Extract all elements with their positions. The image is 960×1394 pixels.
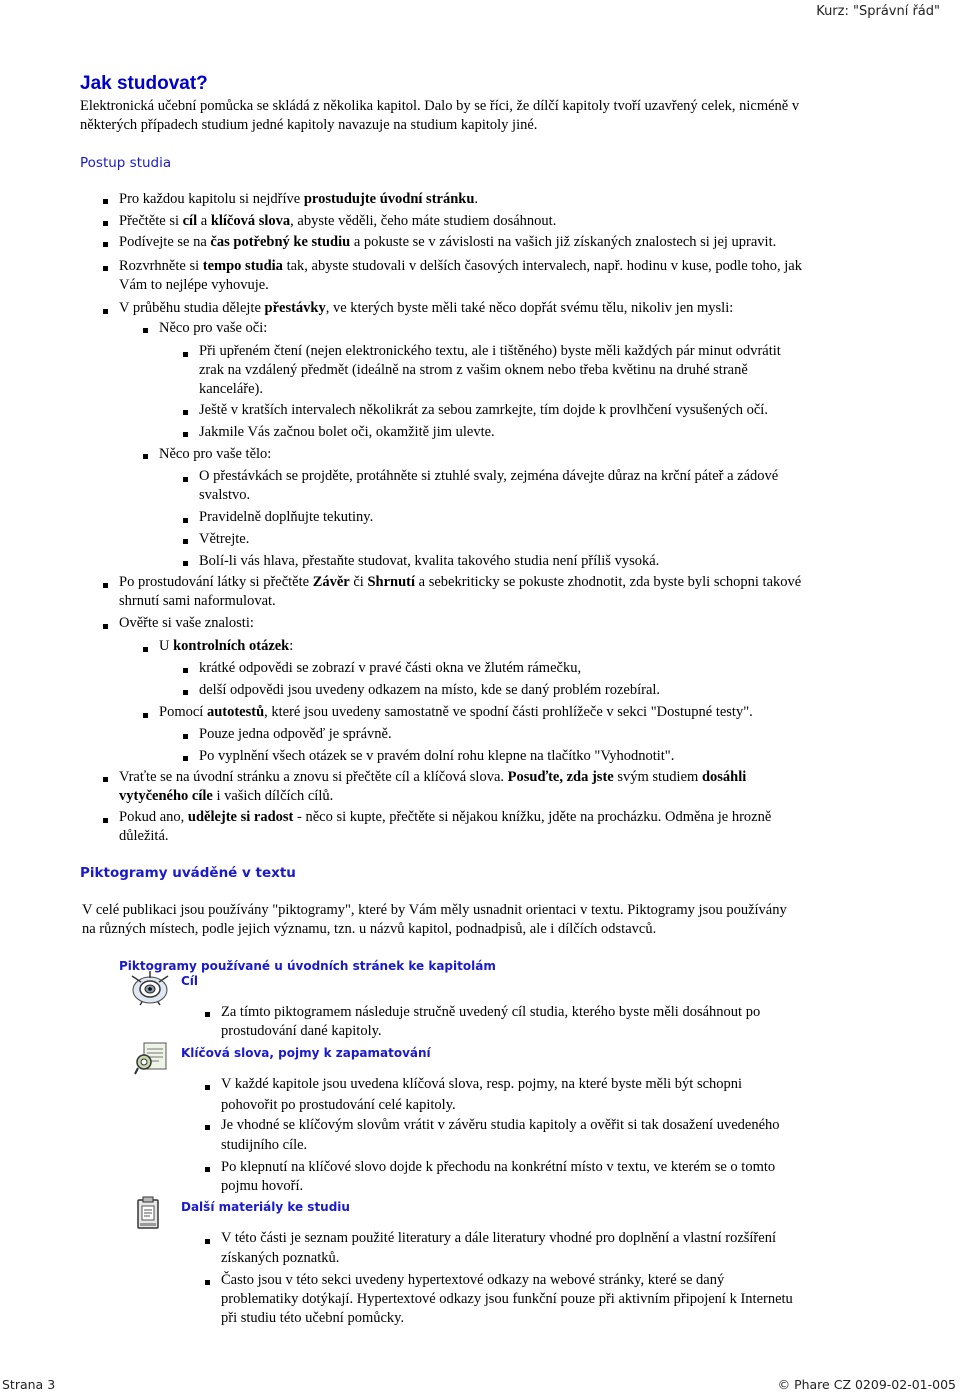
check-item-1: krátké odpovědi se zobrazí v pravé části okna ve žlutém rámečku, — [199, 660, 582, 676]
body-item-1-line-1: O přestávkách se projděte, protáhněte si ztuhlé svaly, zejména dávejte důraz na krční páteř a zádové — [199, 468, 779, 484]
eyes-item-2: Ještě v kratších intervalech několikrát za sebou zamrkejte, tím dojde k provlhčení vysušených očí. — [199, 402, 768, 418]
dalsi-item-1-line-2: získaných poznatků. — [221, 1250, 340, 1266]
target-icon — [128, 970, 172, 1006]
bullet — [103, 266, 108, 271]
eyes-item-1-line-1: Při upřeném čtení (nejen elektronického textu, ale i tištěného) byste měli každých pár minut odvrátit — [199, 343, 781, 359]
klic-item-3-line-1: Po klepnutí na klíčové slovo dojde k přechodu na konkrétní místo v textu, ve kterém se o tomto — [221, 1159, 776, 1175]
bullet — [183, 539, 188, 544]
bullet — [103, 221, 108, 226]
bullet — [143, 713, 148, 718]
klic-item-3-line-2: pojmu hovoří. — [221, 1178, 304, 1194]
list-item: Rozvrhněte si tempo studia tak, abyste studovali v delších časových intervalech, např. hodinu v kuse, podle toho, jak — [119, 258, 802, 274]
list-item-cont: důležitá. — [119, 828, 169, 844]
dalsi-title: Další materiály ke studiu — [181, 1200, 350, 1214]
body-item-4: Bolí-li vás hlava, přestaňte studovat, kvalita takového studia není příliš vysoká. — [199, 553, 660, 569]
dalsi-item-2-line-2: problematiky dotýkají. Hypertextové odkazy jsou funkční pouze při aktivním připojení k Internetu — [221, 1291, 793, 1307]
bullet — [103, 199, 108, 204]
bullet — [103, 624, 108, 629]
list-item: Vraťte se na úvodní stránku a znovu si přečtěte cíl a klíčová slova. Posuďte, zda jste svým studiem dosáhli — [119, 769, 747, 785]
section-heading-pikto: Piktogramy uváděné v textu — [80, 865, 296, 881]
eyes-item-1-line-3: kanceláře). — [199, 381, 263, 397]
cil-title: Cíl — [181, 974, 199, 988]
cil-item-line-2: prostudování dané kapitoly. — [221, 1023, 382, 1039]
bullet — [183, 756, 188, 761]
intro-line-1: Elektronická učební pomůcka se skládá z několika kapitol. Dalo by se říci, že dílčí kapitoly tvoří uzavřený celek, nicméně v — [80, 98, 800, 114]
sub-item-body: Něco pro vaše tělo: — [159, 446, 272, 462]
materials-icon — [134, 1196, 162, 1232]
bullet — [205, 1280, 210, 1285]
bullet — [103, 583, 108, 588]
bullet — [205, 1012, 210, 1017]
body-item-2: Pravidelně doplňujte tekutiny. — [199, 509, 374, 525]
autotest-item-1: Pouze jedna odpověď je správně. — [199, 726, 392, 742]
klic-item-2-line-1: Je vhodné se klíčovým slovům vrátit v závěru studia kapitoly a ověřit si tak dosažení uvedeného — [221, 1117, 780, 1133]
klic-title: Klíčová slova, pojmy k zapamatování — [181, 1046, 431, 1060]
bullet — [205, 1085, 210, 1090]
course-header: Kurz: "Správní řád" — [816, 4, 940, 19]
bullet — [183, 668, 188, 673]
intro-line-2: některých případech studium jedné kapitoly navazuje na studium kapitoly jiné. — [80, 117, 538, 133]
pikto-subheading: Piktogramy používané u úvodních stránek ke kapitolám — [119, 959, 496, 973]
bullet — [183, 690, 188, 695]
list-item-cont: Vám to nejlépe vyhovuje. — [119, 277, 269, 293]
bullet — [183, 432, 188, 437]
bullet — [143, 454, 148, 459]
bullet — [143, 328, 148, 333]
bullet — [103, 777, 108, 782]
autotest-item-2: Po vyplnění všech otázek se v pravém dolní rohu klepne na tlačítko "Vyhodnotit". — [199, 748, 675, 764]
body-item-3: Větrejte. — [199, 531, 250, 547]
pikto-text-line-2: na různých místech, podle jejich významu, tzn. u názvů kapitol, podnadpisů, ale i dílčích odstavců. — [82, 921, 657, 937]
sub-item: U kontrolních otázek: — [159, 638, 294, 654]
section-heading-postup: Postup studia — [80, 155, 172, 171]
eyes-item-1-line-2: zrak na vzdálený předmět (ideálně na strom z vašim oknem nebo třeba květinu na druhé straně — [199, 362, 748, 378]
bullet — [183, 734, 188, 739]
check-item-2: delší odpovědi jsou uvedeny odkazem na místo, kde se daný problém rozebíral. — [199, 682, 661, 698]
bullet — [143, 647, 148, 652]
sub-item: Pomocí autotestů, které jsou uvedeny samostatně ve spodní části prohlížeče v sekci "Dostupné testy". — [159, 704, 753, 720]
key-words-icon — [134, 1040, 170, 1076]
list-item: Po prostudování látky si přečtěte Závěr či Shrnutí a sebekriticky se pokuste zhodnotit, zda byste byli schopni takové — [119, 574, 802, 590]
bullet — [205, 1167, 210, 1172]
sub-item-eyes: Něco pro vaše oči: — [159, 320, 268, 336]
bullet — [183, 561, 188, 566]
eyes-item-3: Jakmile Vás začnou bolet oči, okamžitě jim ulevte. — [199, 424, 495, 440]
bullet — [183, 477, 188, 482]
klic-item-1-line-2: pohovořit po prostudování celé kapitoly. — [221, 1097, 456, 1113]
bullet — [103, 818, 108, 823]
list-item: Pokud ano, udělejte si radost - něco si kupte, přečtěte si nějakou knížku, jděte na procházku. Odměna je hrozně — [119, 809, 772, 825]
page-title: Jak studovat? — [80, 73, 208, 94]
list-item: Ověřte si vaše znalosti: — [119, 615, 254, 631]
list-item: Podívejte se na čas potřebný ke studiu a pokuste se v závislosti na vašich již získaných znalostech si jej upravit. — [119, 234, 777, 250]
dalsi-item-1-line-1: V této části je seznam použité literatury a dále literatury vhodné pro doplnění a vlastní rozšíření — [221, 1230, 776, 1246]
dalsi-item-2-line-3: při studiu této učební pomůcky. — [221, 1310, 405, 1326]
bullet — [205, 1239, 210, 1244]
pikto-text-line-1: V celé publikaci jsou používány "piktogramy", které by Vám měly usnadnit orientaci v textu. Piktogramy jsou používány — [82, 902, 787, 918]
list-item: Pro každou kapitolu si nejdříve prostudujte úvodní stránku. — [119, 191, 479, 207]
cil-item-line-1: Za tímto piktogramem následuje stručně uvedený cíl studia, kterého byste měli dosáhnout po — [221, 1004, 761, 1020]
list-item: Přečtěte si cíl a klíčová slova, abyste věděli, čeho máte studiem dosáhnout. — [119, 213, 557, 229]
bullet — [183, 410, 188, 415]
body-item-1-line-2: svalstvo. — [199, 487, 251, 503]
bullet — [103, 242, 108, 247]
page-number: Strana 3 — [2, 1377, 56, 1392]
list-item-cont: shrnutí sami naformulovat. — [119, 593, 276, 609]
list-item: V průběhu studia dělejte přestávky, ve kterých byste měli také něco dopřát svému tělu, nikoliv jen mysli: — [119, 300, 734, 316]
dalsi-item-2-line-1: Často jsou v této sekci uvedeny hypertextové odkazy na webové stránky, které se daný — [221, 1272, 725, 1288]
klic-item-2-line-2: studijního cíle. — [221, 1137, 308, 1153]
bullet — [103, 309, 108, 314]
list-item-cont: vytyčeného cíle i vašich dílčích cílů. — [119, 788, 334, 804]
bullet — [183, 352, 188, 357]
bullet — [183, 518, 188, 523]
bullet — [205, 1125, 210, 1130]
copyright: © Phare CZ 0209-02-01-005 — [777, 1377, 956, 1392]
klic-item-1-line-1: V každé kapitole jsou uvedena klíčová slova, resp. pojmy, na které byste měli být schopni — [221, 1076, 743, 1092]
